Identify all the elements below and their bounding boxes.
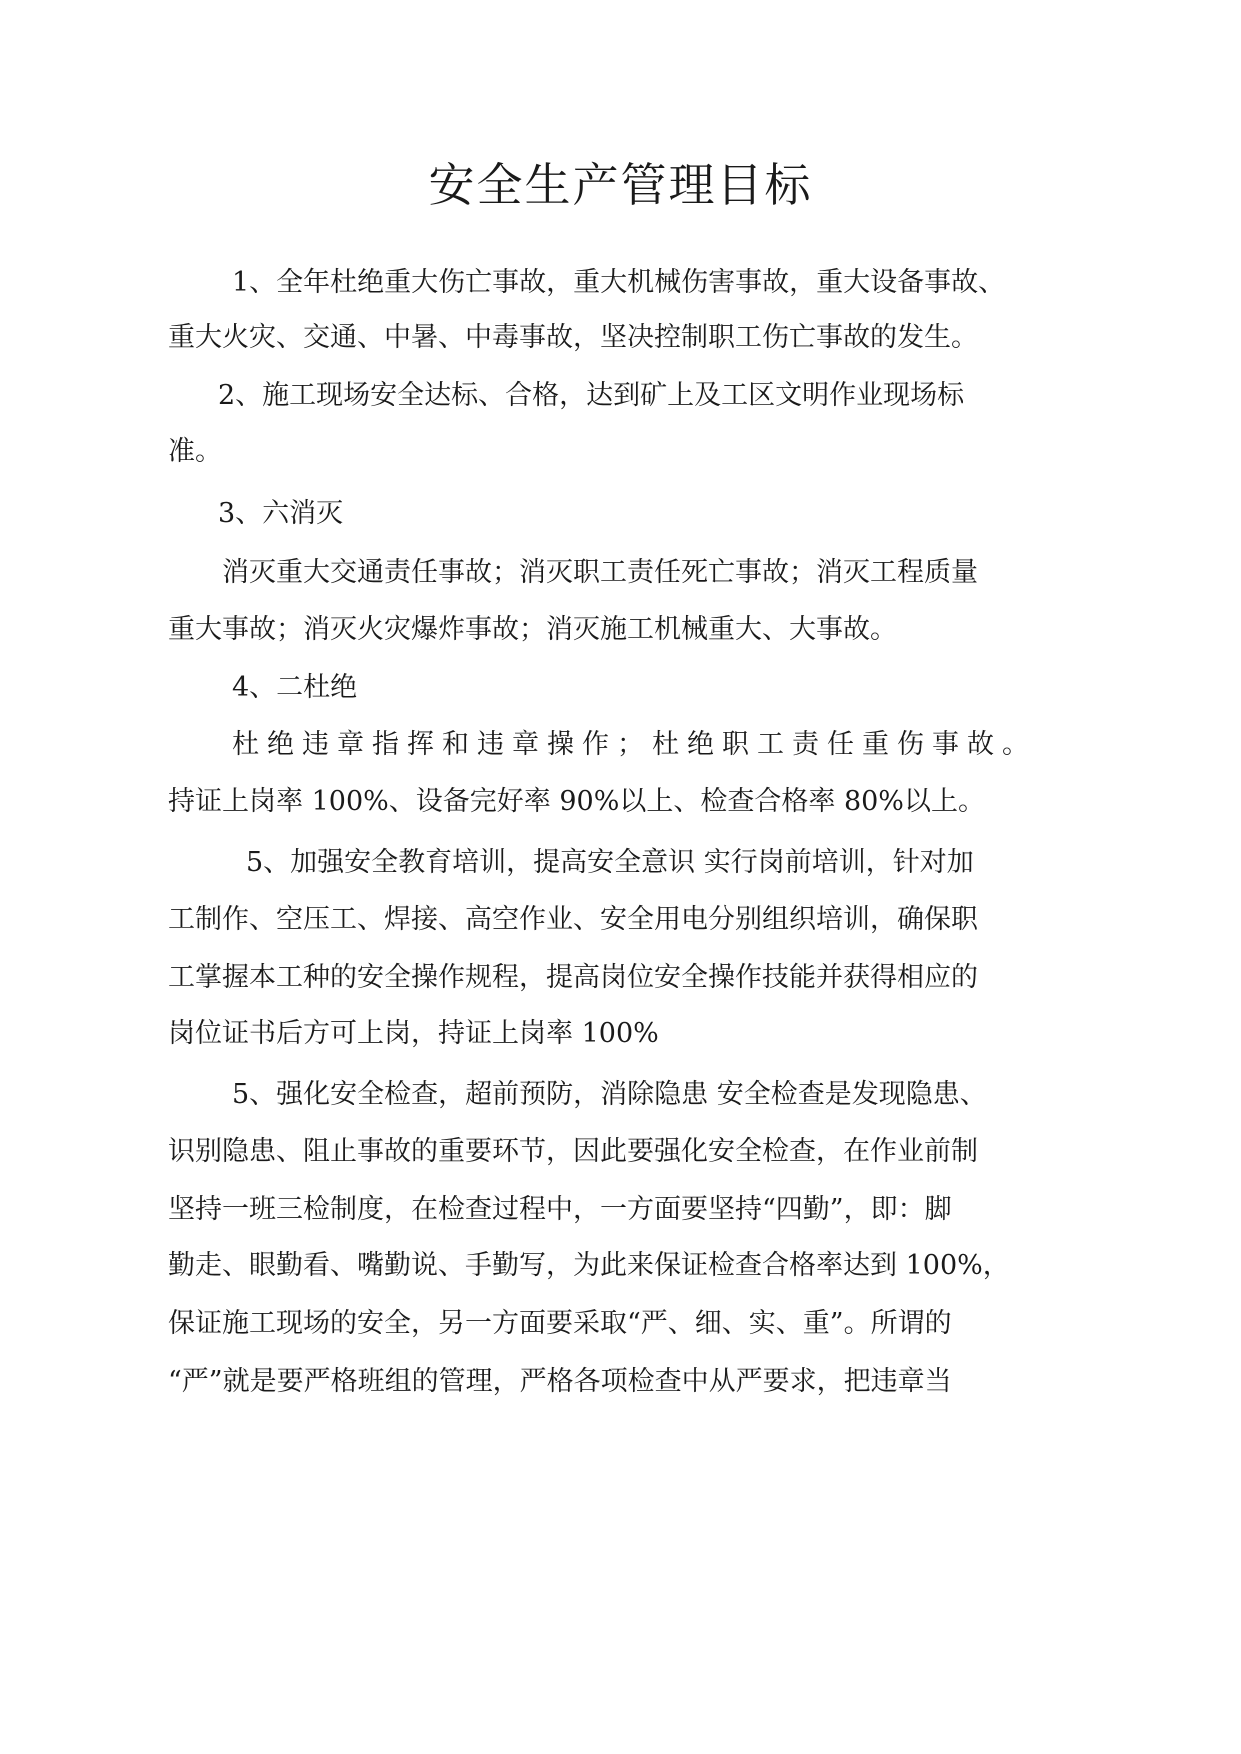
paragraph-line: 勤走、眼勤看、嘴勤说、手勤写，为此来保证检查合格率达到 100%， bbox=[168, 1250, 1010, 1281]
paragraph-line: 5、加强安全教育培训，提高安全意识 实行岗前培训，针对加 bbox=[246, 847, 974, 878]
paragraph-line: 工掌握本工种的安全操作规程，提高岗位安全操作技能并获得相应的 bbox=[168, 962, 978, 993]
paragraph-line: 3、六消灭 bbox=[218, 498, 344, 529]
paragraph-line: 准。 bbox=[168, 436, 222, 467]
paragraph-line: 4、二杜绝 bbox=[232, 672, 358, 703]
paragraph-line: 重大火灾、交通、中暑、中毒事故，坚决控制职工伤亡事故的发生。 bbox=[168, 322, 978, 353]
paragraph-line: 重大事故；消灭火灾爆炸事故；消灭施工机械重大、大事故。 bbox=[168, 614, 897, 645]
paragraph-line: “严”就是要严格班组的管理，严格各项检查中从严要求，把违章当 bbox=[168, 1366, 952, 1397]
paragraph-line: 持证上岗率 100%、设备完好率 90%以上、检查合格率 80%以上。 bbox=[168, 786, 985, 817]
paragraph-line: 2、施工现场安全达标、合格，达到矿上及工区文明作业现场标 bbox=[218, 380, 965, 411]
paragraph-line: 坚持一班三检制度，在检查过程中，一方面要坚持“四勤”，即：脚 bbox=[168, 1194, 952, 1225]
paragraph-line: 工制作、空压工、焊接、高空作业、安全用电分别组织培训，确保职 bbox=[168, 904, 978, 935]
paragraph-line: 杜绝违章指挥和违章操作；杜绝职工责任重伤事故。 bbox=[232, 729, 1037, 760]
paragraph-line: 保证施工现场的安全，另一方面要采取“严、细、实、重”。所谓的 bbox=[168, 1308, 952, 1339]
paragraph-line: 岗位证书后方可上岗，持证上岗率 100% bbox=[168, 1018, 659, 1049]
paragraph-line: 1、全年杜绝重大伤亡事故，重大机械伤害事故，重大设备事故、 bbox=[232, 267, 1006, 298]
paragraph-line: 5、强化安全检查，超前预防，消除隐患 安全检查是发现隐患、 bbox=[232, 1079, 987, 1110]
document-title: 安全生产管理目标 bbox=[428, 158, 813, 212]
paragraph-line: 识别隐患、阻止事故的重要环节，因此要强化安全检查，在作业前制 bbox=[168, 1136, 978, 1167]
paragraph-line: 消灭重大交通责任事故；消灭职工责任死亡事故；消灭工程质量 bbox=[222, 557, 978, 588]
